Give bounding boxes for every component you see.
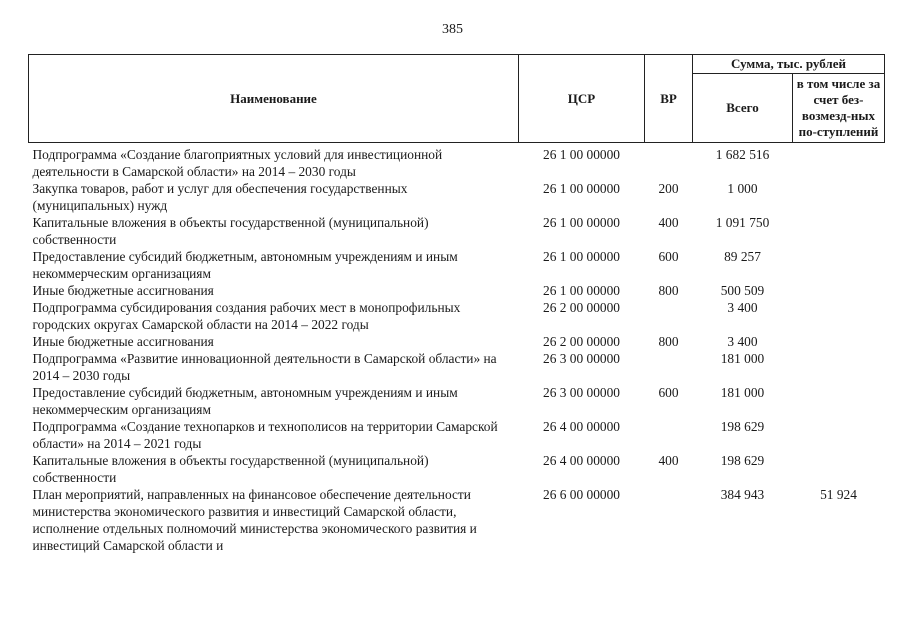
table-row xyxy=(29,180,885,214)
row-vr: 400 xyxy=(658,215,679,230)
row-name: Иные бюджетные ассигнования xyxy=(32,334,214,349)
row-including xyxy=(793,384,885,418)
table-row xyxy=(29,333,885,350)
row-csr: 26 1 00 00000 xyxy=(543,147,620,162)
row-total: 89 257 xyxy=(724,249,761,264)
header-csr: ЦСР xyxy=(519,55,645,143)
row-csr: 26 4 00 00000 xyxy=(543,419,620,434)
row-name: Подпрограмма субсидирования создания рабочих мест в монопрофильных городских округах Самарской области на 2014 – 2022 годы xyxy=(32,300,461,332)
row-vr xyxy=(645,299,693,333)
row-csr: 26 1 00 00000 xyxy=(543,249,620,264)
row-vr xyxy=(645,350,693,384)
table-row xyxy=(29,418,885,452)
row-csr: 26 2 00 00000 xyxy=(543,300,620,315)
row-name: Предоставление субсидий бюджетным, автономным учреждениям и иным некоммерческим организациям xyxy=(32,385,458,417)
budget-table xyxy=(28,54,885,554)
row-including xyxy=(793,180,885,214)
row-vr: 800 xyxy=(658,334,679,349)
row-csr: 26 4 00 00000 xyxy=(543,453,620,468)
row-including xyxy=(793,452,885,486)
table-row xyxy=(29,452,885,486)
row-total: 3 400 xyxy=(727,300,758,315)
row-including xyxy=(793,299,885,333)
page-number: 385 xyxy=(442,22,463,37)
row-total: 1 091 750 xyxy=(715,215,770,230)
row-total: 500 509 xyxy=(720,283,765,298)
row-vr xyxy=(645,418,693,452)
row-vr: 600 xyxy=(658,385,679,400)
header-total: Всего xyxy=(693,74,793,143)
header-sum-group: Сумма, тыс. рублей xyxy=(693,55,885,74)
row-name: Закупка товаров, работ и услуг для обеспечения государственных (муниципальных) нужд xyxy=(32,181,408,213)
row-name: Подпрограмма «Развитие инновационной деятельности в Самарской области» на 2014 – 2030 годы xyxy=(32,351,497,383)
row-total: 1 682 516 xyxy=(715,147,770,162)
row-total: 181 000 xyxy=(720,385,765,400)
table-row xyxy=(29,486,885,554)
row-including xyxy=(793,418,885,452)
table-row xyxy=(29,350,885,384)
row-name: Капитальные вложения в объекты государственной (муниципальной) собственности xyxy=(32,215,429,247)
table-row xyxy=(29,299,885,333)
row-name: Предоставление субсидий бюджетным, автономным учреждениям и иным некоммерческим организациям xyxy=(32,249,458,281)
table-row xyxy=(29,248,885,282)
row-including xyxy=(793,333,885,350)
row-total: 181 000 xyxy=(720,351,765,366)
table-row xyxy=(29,143,885,181)
row-csr: 26 3 00 00000 xyxy=(543,351,620,366)
row-total: 198 629 xyxy=(720,453,765,468)
row-vr xyxy=(645,486,693,554)
row-vr: 600 xyxy=(658,249,679,264)
row-name: Иные бюджетные ассигнования xyxy=(32,283,214,298)
row-csr: 26 1 00 00000 xyxy=(543,181,620,196)
row-name: Капитальные вложения в объекты государственной (муниципальной) собственности xyxy=(32,453,429,485)
header-name: Наименование xyxy=(29,55,519,143)
row-including xyxy=(793,248,885,282)
table-header xyxy=(29,55,885,143)
row-total: 384 943 xyxy=(720,487,765,502)
row-including xyxy=(793,214,885,248)
row-csr: 26 3 00 00000 xyxy=(543,385,620,400)
header-including: в том числе за счет без-возмезд-ных по-ступлений xyxy=(793,74,885,143)
header-vr: ВР xyxy=(645,55,693,143)
row-csr: 26 1 00 00000 xyxy=(543,215,620,230)
row-including xyxy=(793,143,885,181)
row-total: 3 400 xyxy=(727,334,758,349)
row-vr xyxy=(645,143,693,181)
row-including xyxy=(793,350,885,384)
row-name: План мероприятий, направленных на финансовое обеспечение деятельности министерства экономического развития и инвестиций Самарской области, исполнение отдельных полномочий министерства экономического развития и инвестиций Самарской области и xyxy=(32,487,477,553)
row-total: 1 000 xyxy=(727,181,758,196)
row-csr: 26 2 00 00000 xyxy=(543,334,620,349)
row-vr: 400 xyxy=(658,453,679,468)
row-vr: 800 xyxy=(658,283,679,298)
row-csr: 26 1 00 00000 xyxy=(543,283,620,298)
row-csr: 26 6 00 00000 xyxy=(543,487,620,502)
table-row xyxy=(29,282,885,299)
table-row xyxy=(29,214,885,248)
row-total: 198 629 xyxy=(720,419,765,434)
row-vr: 200 xyxy=(658,181,679,196)
row-including xyxy=(793,282,885,299)
row-name: Подпрограмма «Создание технопарков и технополисов на территории Самарской области» на 2014 – 2021 годы xyxy=(32,419,498,451)
table-body xyxy=(29,143,885,555)
table-row xyxy=(29,384,885,418)
row-including: 51 924 xyxy=(820,487,857,502)
row-name: Подпрограмма «Создание благоприятных условий для инвестиционной деятельности в Самарской области» на 2014 – 2030 годы xyxy=(32,147,443,179)
